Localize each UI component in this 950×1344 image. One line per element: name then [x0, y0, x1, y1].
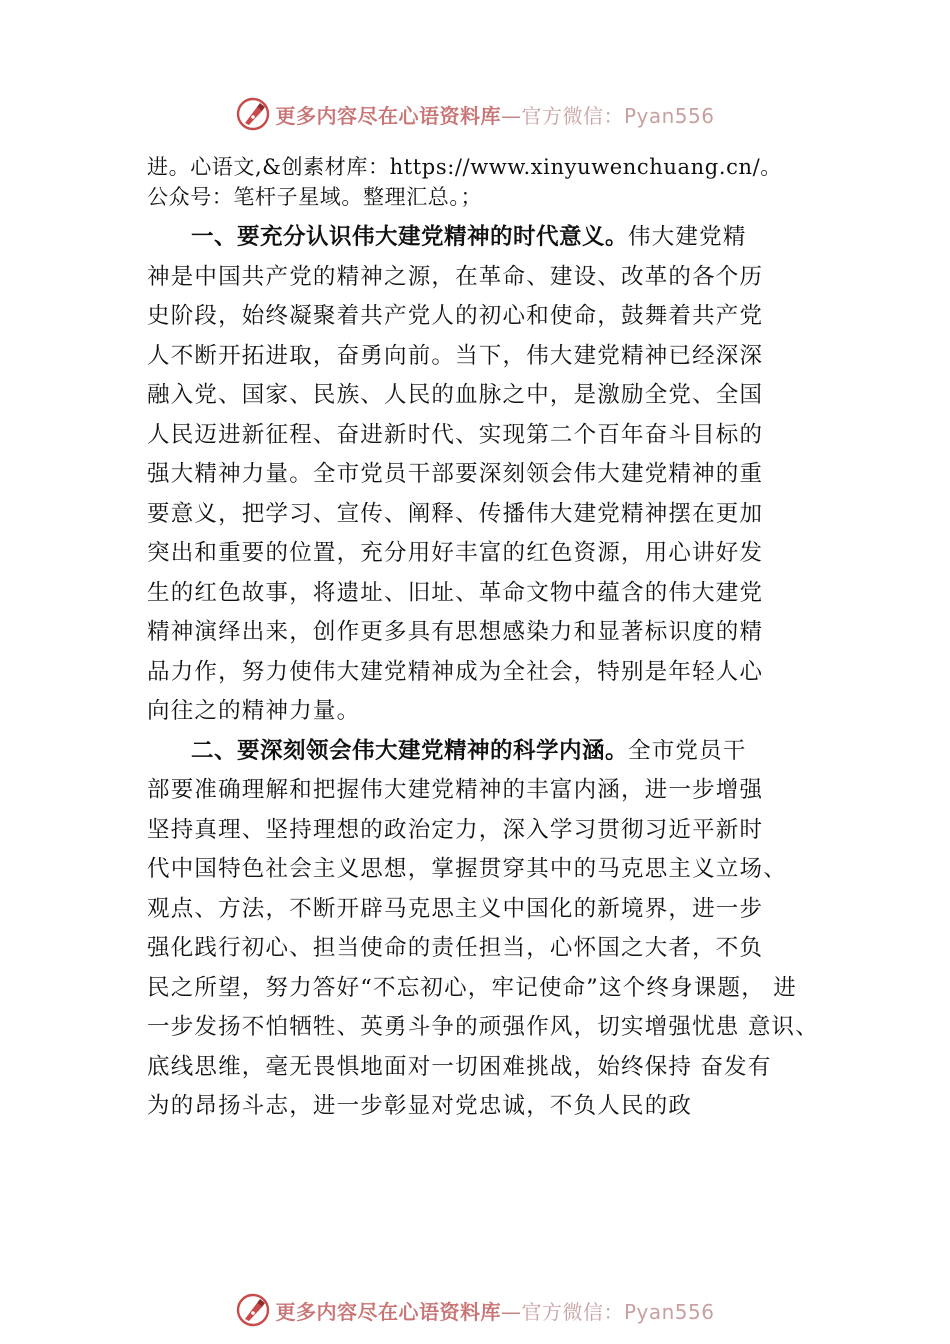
section2-line: 观点、方法，不断开辟马克思主义中国化的新境界，进一步	[147, 895, 764, 922]
section2-line: 部要准确理解和把握伟大建党精神的丰富内涵，进一步增强	[147, 777, 764, 803]
section1-line: 生的红色故事，将遗址、旧址、革命文物中蕴含的伟大建党	[147, 579, 764, 606]
section1-line: 向往之的精神力量。	[147, 698, 361, 724]
intro-line: 进。心语文,&创素材库：https://www.xinyuwenchuang.cn/。	[147, 155, 782, 179]
pen-nib-logo-icon	[235, 1292, 271, 1328]
watermark-brand: 更多内容尽在心语资料库	[275, 1299, 501, 1324]
pen-nib-logo-icon	[235, 96, 271, 132]
section1-first-line	[147, 218, 837, 258]
section2-line: 坚持真理、坚持理想的政治定力，深入学习贯彻习近平新时	[147, 816, 764, 843]
section1-line: 要意义，把学习、宣传、阐释、传播伟大建党精神摆在更加	[147, 500, 764, 527]
section2-line: 强化践行初心、担当使命的责任担当，心怀国之大者，不负	[147, 935, 764, 961]
section2-line: 底线思维，毫无畏惧地面对一切困难挑战，始终保持 奋发有	[147, 1053, 772, 1080]
section2-first-line	[147, 732, 837, 772]
section2-line: 民之所望，努力答好“不忘初心，牢记使命”这个终身课题， 进	[147, 974, 797, 1001]
section1-line: 品力作，努力使伟大建党精神成为全社会，特别是年轻人心	[147, 658, 764, 685]
section2-line: 一步发扬不怕牺牲、英勇斗争的顽强作风，切实增强忧患 意识、	[147, 1014, 819, 1040]
section1-line: 融入党、国家、民族、人民的血脉之中，是激励全党、全国	[147, 382, 764, 408]
header-watermark	[0, 92, 950, 136]
intro-line: 公众号：笔杆子星域。整理汇总。；	[147, 185, 483, 209]
section1-line: 强大精神力量。全市党员干部要深刻领会伟大建党精神的重	[147, 461, 764, 487]
section1-line: 突出和重要的位置，充分用好丰富的红色资源，用心讲好发	[147, 540, 764, 566]
document-body	[147, 152, 837, 1127]
footer-watermark	[0, 1288, 950, 1332]
section1-heading: 一、要充分认识伟大建党精神的时代意义。	[191, 224, 629, 250]
watermark-text	[275, 1296, 714, 1325]
watermark-text	[275, 100, 714, 129]
section1-line: 人民迈进新征程、奋进新时代、实现第二个百年奋斗目标的	[147, 421, 764, 448]
watermark-dash: —	[500, 1299, 522, 1324]
section2-line: 代中国特色社会主义思想，掌握贯穿其中的马克思主义立场、	[147, 856, 787, 882]
watermark-brand: 更多内容尽在心语资料库	[275, 103, 501, 128]
section2-first-line-rest: 全市党员干	[628, 737, 747, 764]
watermark-contact: 官方微信：Pyan556	[521, 103, 715, 128]
watermark-contact: 官方微信：Pyan556	[521, 1299, 715, 1324]
section1-first-line-rest: 伟大建党精	[628, 224, 747, 250]
section1-line: 史阶段，始终凝聚着共产党人的初心和使命，鼓舞着共产党	[147, 303, 764, 329]
section1-line: 精神演绎出来，创作更多具有思想感染力和显著标识度的精	[147, 619, 764, 645]
watermark-dash: —	[500, 103, 522, 128]
section2-line: 为的昂扬斗志，进一步彰显对党忠诚，不负人民的政	[147, 1093, 693, 1119]
section1-line: 人不断开拓进取，奋勇向前。当下，伟大建党精神已经深深	[147, 342, 764, 369]
section1-line: 神是中国共产党的精神之源，在革命、建设、改革的各个历	[147, 263, 764, 290]
section2-heading: 二、要深刻领会伟大建党精神的科学内涵。	[191, 737, 629, 764]
